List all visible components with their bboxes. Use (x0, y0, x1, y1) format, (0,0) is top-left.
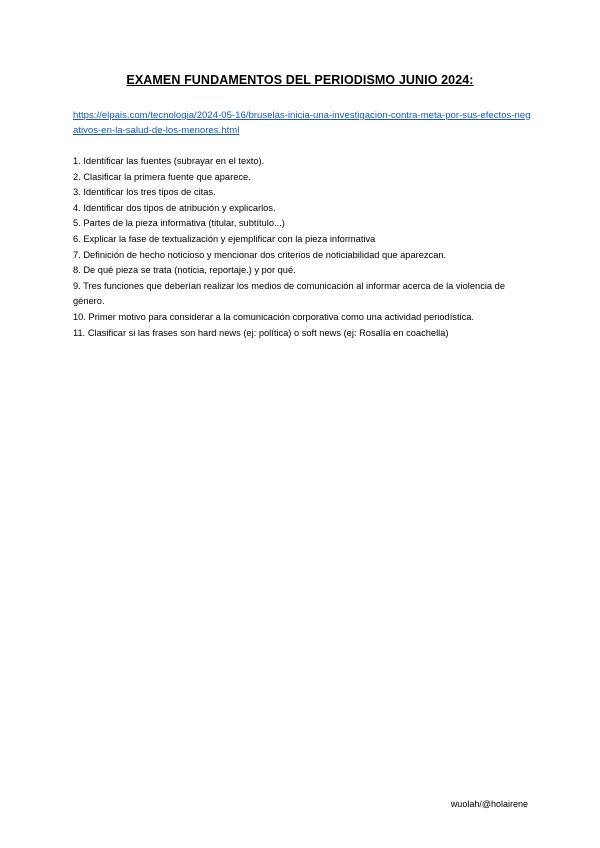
list-item: 9. Tres funciones que deberían realizar los medios de comunicación al informar acerca de la violencia de género. (73, 280, 506, 307)
list-item: 6. Explicar la fase de textualización y ejemplificar con la pieza informativa (73, 233, 376, 244)
list-item: 11. Clasificar si las frases son hard news (ej: política) o soft news (ej: Rosalía en coachella) (73, 327, 449, 338)
list-item: 1. Identificar las fuentes (subrayar en el texto). (73, 156, 265, 166)
list-item: 10. Primer motivo para considerar a la comunicación corporativa como una actividad periodística. (73, 311, 474, 322)
document-title: EXAMEN FUNDAMENTOS DEL PERIODISMO JUNIO 2024: (126, 73, 474, 87)
list-item: 5. Partes de la pieza informativa (titular, subtítulo...) (73, 218, 285, 229)
list-item: 7. Definición de hecho noticioso y mencionar dos criterios de noticiabilidad que aparezcan. (73, 249, 447, 260)
article-link[interactable]: https://elpais.com/tecnologia/2024-05-16/bruselas-inicia-una-investigacion-contra-meta-por-sus-efectos-negativos-en-la-salud-de-los-menores.html (73, 110, 531, 136)
question-list (73, 154, 533, 341)
list-item: 4. Identificar dos tipos de atribución y explicarlos. (73, 202, 276, 213)
list-item: 2. Clasificar la primera fuente que aparece. (73, 171, 251, 182)
list-item: 3. Identificar los tres tipos de citas. (73, 187, 216, 198)
list-item: 8. De qué pieza se trata (noticia, reportaje.) y por qué. (73, 265, 296, 276)
footer-credit: wuolah/@holairene (450, 799, 528, 809)
